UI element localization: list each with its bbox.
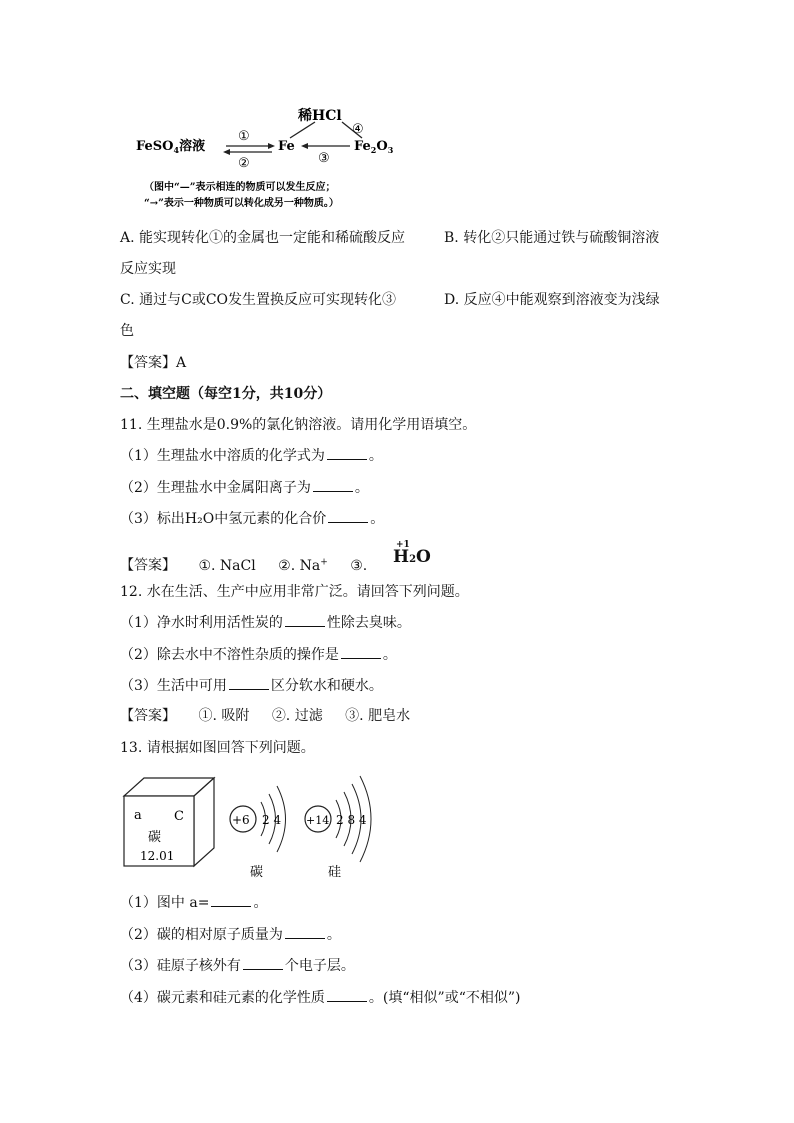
- q11-part-3: （3）标出H₂O中氢元素的化合价 。: [120, 511, 385, 527]
- option-b-continued: 反应实现: [120, 261, 176, 277]
- q12-part-3: （3）生活中可用 区分软水和硬水。: [120, 678, 383, 694]
- option-a: A. 能实现转化①的金属也一定能和稀硫酸反应: [120, 230, 406, 246]
- silicon-atom-structure: [305, 776, 371, 880]
- answer-blank[interactable]: [341, 646, 381, 659]
- answer-blank[interactable]: [328, 510, 368, 523]
- cell-atomic-number: a: [134, 808, 142, 823]
- carbon-label: 碳: [250, 865, 264, 880]
- arrow-3-head: [301, 143, 308, 149]
- q11-part-2: （2）生理盐水中金属阳离子为 。: [120, 480, 369, 496]
- q13-part-1: （1）图中 a= 。: [120, 895, 268, 911]
- q11-stem: 11. 生理盐水是0.9%的氯化钠溶液。请用化学用语填空。: [120, 417, 477, 433]
- fe-label: Fe: [278, 139, 295, 154]
- q11-answer: 【答案】 ①. NaCl ②. Na+ ③.: [120, 557, 368, 574]
- cell-mass: 12.01: [140, 849, 175, 863]
- link-fe-hcl: [290, 122, 315, 138]
- q10-answer: 【答案】A: [120, 355, 187, 371]
- carbon-nucleus: +6: [232, 813, 250, 827]
- answer-blank[interactable]: [327, 989, 367, 1002]
- q13-part-2: （2）碳的相对原子质量为 。: [120, 927, 341, 943]
- arrow-1-head: [268, 143, 275, 149]
- answer-blank[interactable]: [243, 957, 283, 970]
- q12-stem: 12. 水在生活、生产中应用非常广泛。请回答下列问题。: [120, 584, 469, 600]
- answer-blank[interactable]: [285, 926, 325, 939]
- fe2o3-label: $Fe_2O_3$: [354, 139, 394, 155]
- q12-answer: 【答案】 ①. 吸附 ②. 过滤 ③. 肥皂水: [120, 708, 411, 724]
- option-c: C. 通过与C或CO发生置换反应可实现转化③: [120, 292, 397, 308]
- silicon-nucleus: +14: [306, 814, 330, 827]
- circle-1: ①: [238, 129, 250, 144]
- circle-3: ③: [318, 151, 330, 166]
- carbon-shells: 2 4: [262, 813, 282, 827]
- option-b: B. 转化②只能通过铁与硫酸铜溶液: [444, 230, 660, 246]
- answer-blank[interactable]: [229, 677, 269, 690]
- silicon-shells: 2 8 4: [336, 813, 367, 827]
- feso4-label: FeSO$_4$溶液: [136, 139, 206, 155]
- carbon-atom-structure: [230, 786, 286, 880]
- q13-part-4: （4）碳元素和硅元素的化学性质 。(填“相似”或“不相似”): [120, 990, 521, 1006]
- element-diagram: [118, 770, 398, 885]
- q13-part-3: （3）硅原子核外有 个电子层。: [120, 958, 355, 974]
- water-valence-formula: +1 H2O: [393, 540, 431, 567]
- q12-part-1: （1）净水时利用活性炭的 性除去臭味。: [120, 615, 411, 631]
- diagram-note-2: “→”表示一种物质可以转化成另一种物质。）: [144, 198, 339, 209]
- q12-part-2: （2）除去水中不溶性杂质的操作是 。: [120, 647, 397, 663]
- answer-blank[interactable]: [211, 894, 251, 907]
- answer-blank[interactable]: [313, 479, 353, 492]
- circle-2: ②: [238, 156, 250, 171]
- answer-blank[interactable]: [327, 447, 367, 460]
- section-title: 二、填空题（每空1分，共10分）: [120, 386, 332, 402]
- periodic-cell: [124, 778, 214, 866]
- diagram-note-1: （图中“—”表示相连的物质可以发生反应；: [144, 182, 336, 193]
- q13-stem: 13. 请根据如图回答下列问题。: [120, 740, 315, 756]
- option-d-continued: 色: [120, 323, 134, 339]
- answer-blank[interactable]: [285, 614, 325, 627]
- conversion-diagram: [130, 100, 420, 215]
- circle-4: ④: [352, 122, 364, 137]
- silicon-label: 硅: [328, 865, 342, 880]
- arrow-2-head: [223, 149, 230, 155]
- cell-symbol: C: [174, 809, 184, 824]
- cell-name: 碳: [148, 830, 162, 845]
- option-d: D. 反应④中能观察到溶液变为浅绿: [444, 292, 660, 308]
- q11-part-1: （1）生理盐水中溶质的化学式为 。: [120, 448, 383, 464]
- hcl-label: 稀HCl: [298, 108, 342, 124]
